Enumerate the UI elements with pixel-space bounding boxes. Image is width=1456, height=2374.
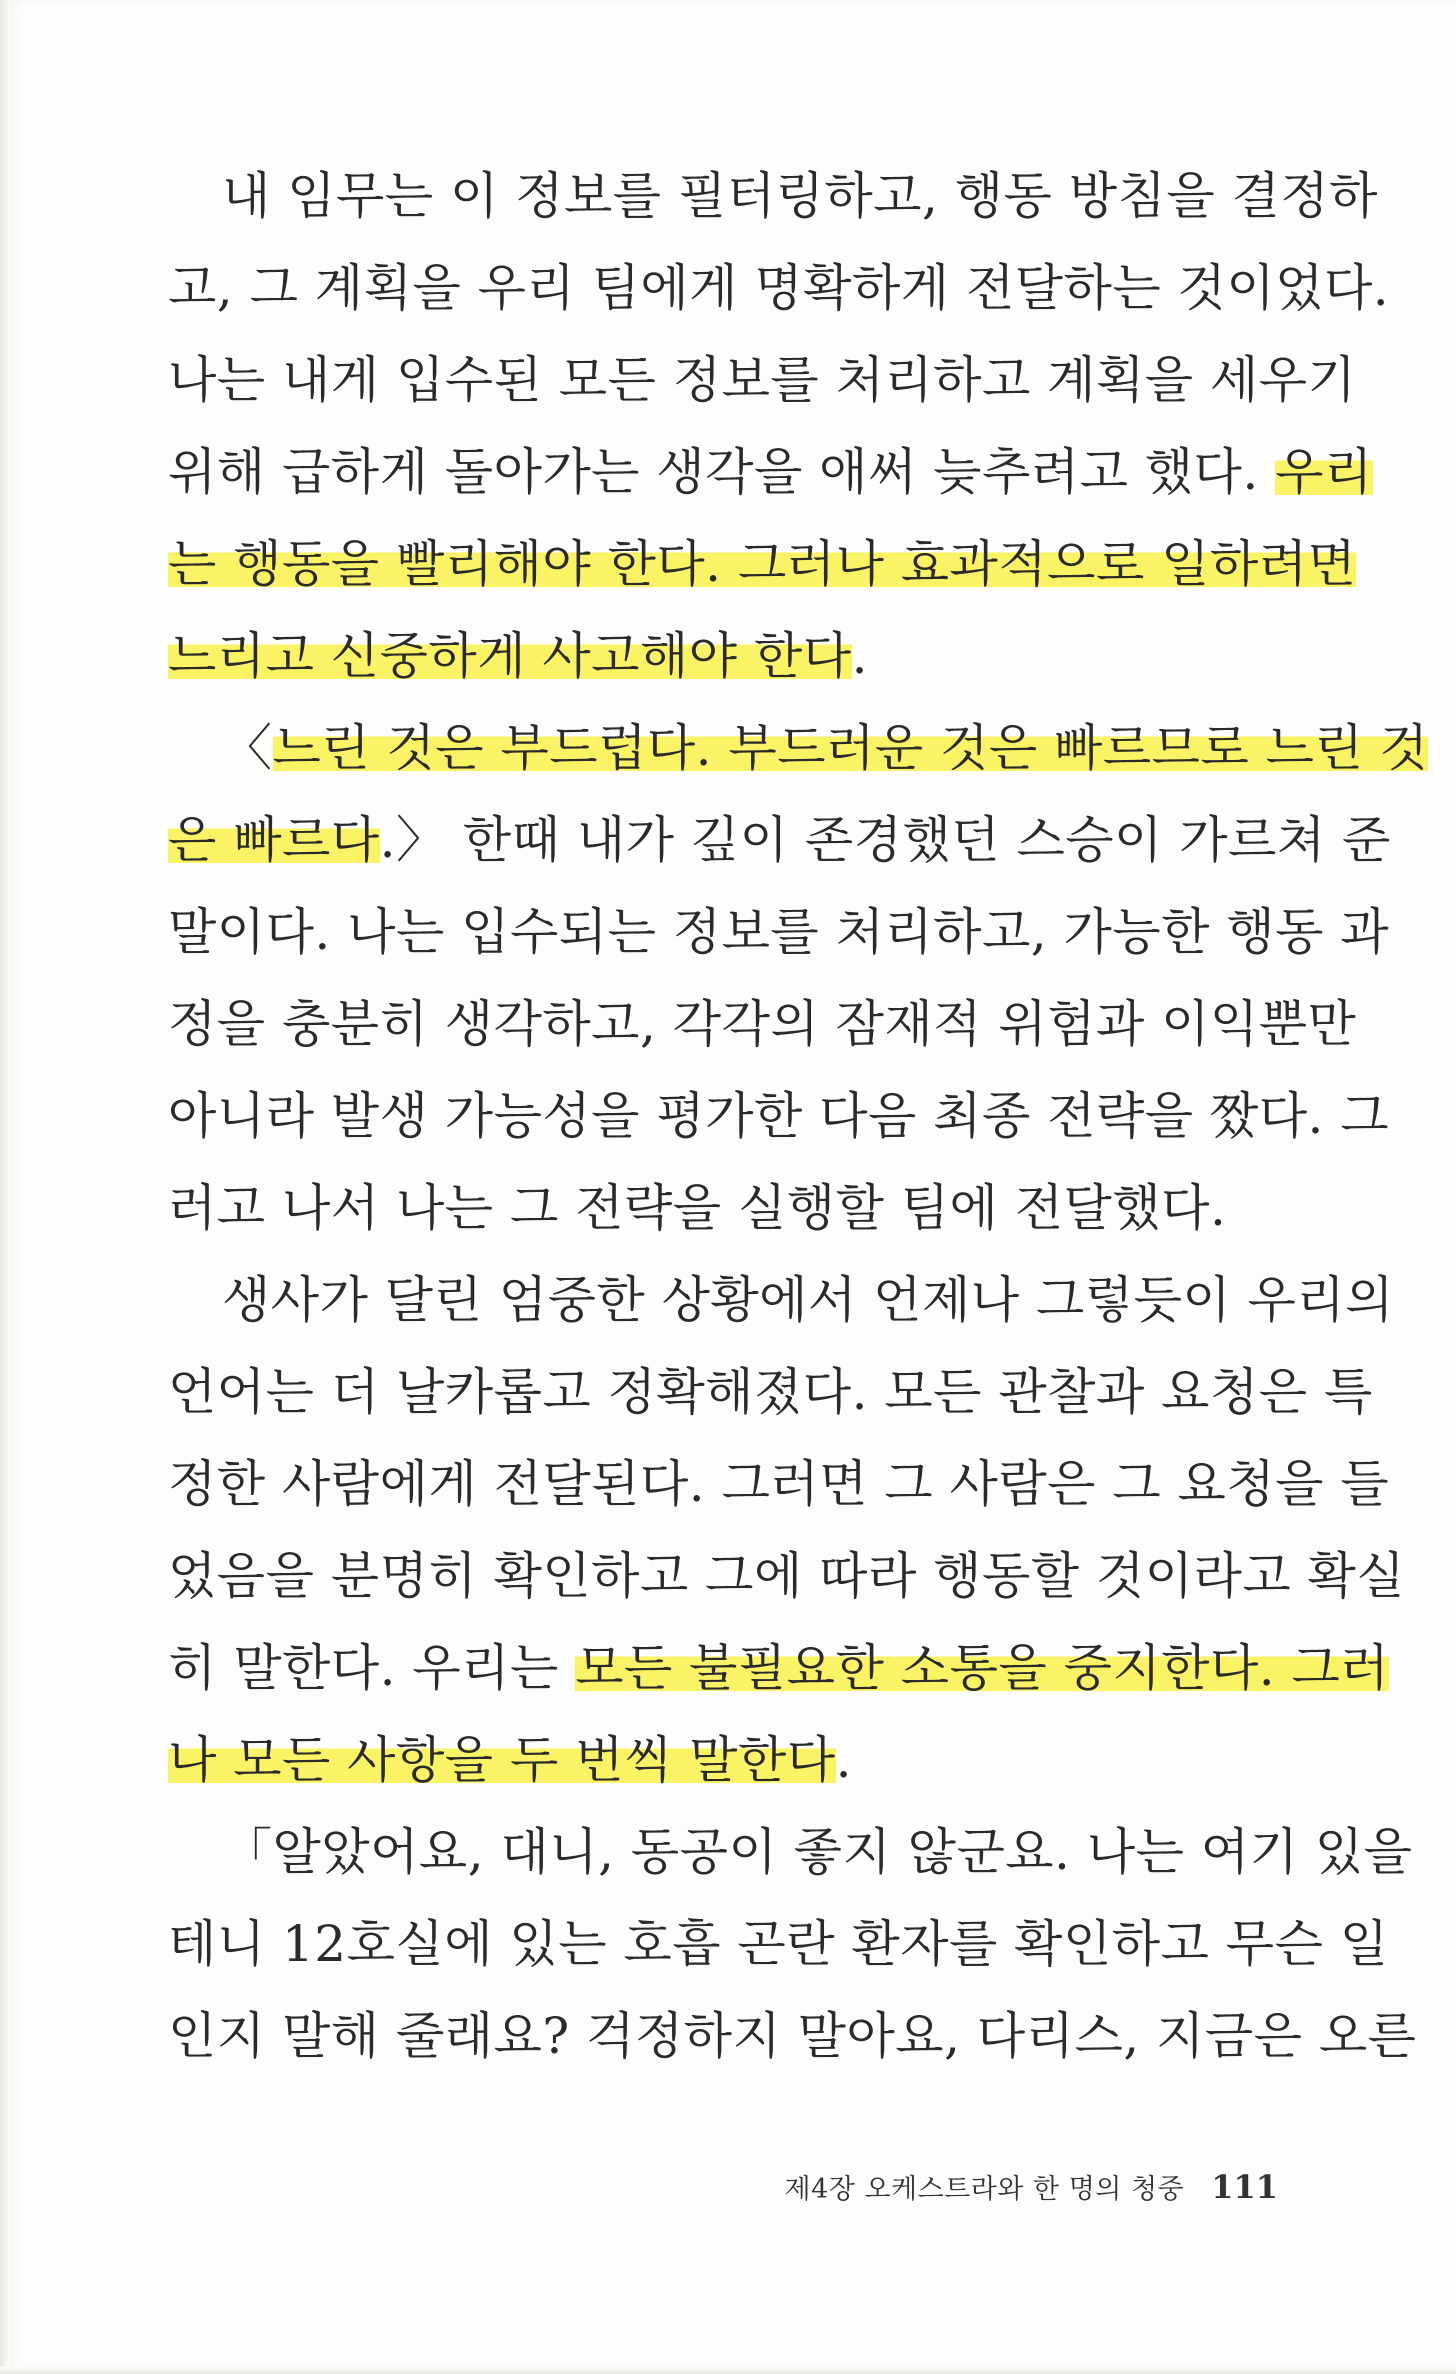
highlighted-text: 느린 것은 부드럽다. 부드러운 것은 빠르므로 느린 것 xyxy=(272,719,1429,777)
paragraph xyxy=(168,702,1429,1254)
text-segment: 정한 사람에게 전달된다. 그러면 그 사람은 그 요청을 들 xyxy=(168,1455,1390,1513)
highlighted-text: 는 행동을 빨리해야 한다. 그러나 효과적으로 일하려면 xyxy=(168,535,1357,593)
text-segment: 「알았어요, 대니, 동공이 좋지 않군요. 나는 여기 있을 xyxy=(222,1823,1413,1881)
highlighted-text: 느리고 신중하게 사고해야 한다 xyxy=(168,627,852,685)
page-number: 111 xyxy=(1211,2168,1278,2206)
highlighted-text: 모든 불필요한 소통을 중지한다. 그러 xyxy=(575,1639,1390,1697)
page-bottom-edge xyxy=(0,2366,1456,2374)
text-segment: 고, 그 계획을 우리 팀에게 명확하게 전달하는 것이었다. xyxy=(168,259,1390,317)
text-segment: 위해 급하게 돌아가는 생각을 애써 늦추려고 했다. xyxy=(168,443,1276,501)
text-line xyxy=(168,978,1357,1070)
text-line xyxy=(168,1714,1280,1806)
highlighted-text: 은 빠르다 xyxy=(168,811,380,869)
text-line xyxy=(168,1990,1417,2082)
text-segment: 아니라 발생 가능성을 평가한 다음 최종 전략을 짰다. 그 xyxy=(168,1087,1390,1145)
text-line xyxy=(168,610,1280,702)
text-line xyxy=(168,1898,1389,1990)
text-line xyxy=(168,1530,1406,1622)
text-segment: 나는 내게 입수된 모든 정보를 처리하고 계획을 세우기 xyxy=(168,351,1357,409)
highlighted-text: 우리 xyxy=(1275,443,1373,501)
text-line xyxy=(168,1622,1390,1714)
text-line xyxy=(168,150,1378,242)
text-segment: 정을 충분히 생각하고, 각각의 잠재적 위험과 이익뿐만 xyxy=(168,995,1357,1053)
page-left-edge xyxy=(0,0,10,2374)
text-segment: 말이다. 나는 입수되는 정보를 처리하고, 가능한 행동 과 xyxy=(168,903,1390,961)
text-segment: 〈 xyxy=(222,719,273,777)
text-line xyxy=(168,1346,1373,1438)
text-line xyxy=(168,426,1373,518)
text-line xyxy=(168,518,1357,610)
text-segment: .〉 한때 내가 깊이 존경했던 스승이 가르쳐 준 xyxy=(379,811,1391,869)
text-segment: 생사가 달린 엄중한 상황에서 언제나 그렇듯이 우리의 xyxy=(222,1271,1394,1329)
paragraph xyxy=(168,1254,1406,1806)
text-segment: 히 말한다. 우리는 xyxy=(168,1639,576,1697)
paragraph xyxy=(168,1806,1417,2082)
highlighted-text: 나 모든 사항을 두 번씩 말한다 xyxy=(168,1731,836,1789)
body-text xyxy=(168,150,1429,2082)
text-line xyxy=(168,1162,1280,1254)
running-footer xyxy=(785,2167,1278,2206)
text-line xyxy=(168,1438,1390,1530)
text-segment: 내 임무는 이 정보를 필터링하고, 행동 방침을 결정하 xyxy=(222,167,1378,225)
text-segment: 언어는 더 날카롭고 정확해졌다. 모든 관찰과 요청은 특 xyxy=(168,1363,1373,1421)
text-line xyxy=(168,242,1390,334)
text-line xyxy=(168,334,1357,426)
paragraph xyxy=(168,150,1390,702)
text-line xyxy=(168,1070,1390,1162)
text-line xyxy=(168,886,1390,978)
text-segment: 었음을 분명히 확인하고 그에 따라 행동할 것이라고 확실 xyxy=(168,1547,1406,1605)
text-segment: 러고 나서 나는 그 전략을 실행할 팀에 전달했다. xyxy=(168,1179,1227,1237)
text-segment: . xyxy=(851,627,868,685)
text-line xyxy=(168,702,1429,794)
text-segment: 테니 12호실에 있는 호흡 곤란 환자를 확인하고 무슨 일 xyxy=(168,1915,1389,1973)
text-segment: 인지 말해 줄래요? 걱정하지 말아요, 다리스, 지금은 오른 xyxy=(168,2007,1417,2065)
text-line xyxy=(168,794,1391,886)
text-segment: . xyxy=(835,1731,852,1789)
text-line xyxy=(168,1254,1394,1346)
text-line xyxy=(168,1806,1413,1898)
chapter-title: 제4장 오케스트라와 한 명의 청중 xyxy=(784,2174,1185,2205)
